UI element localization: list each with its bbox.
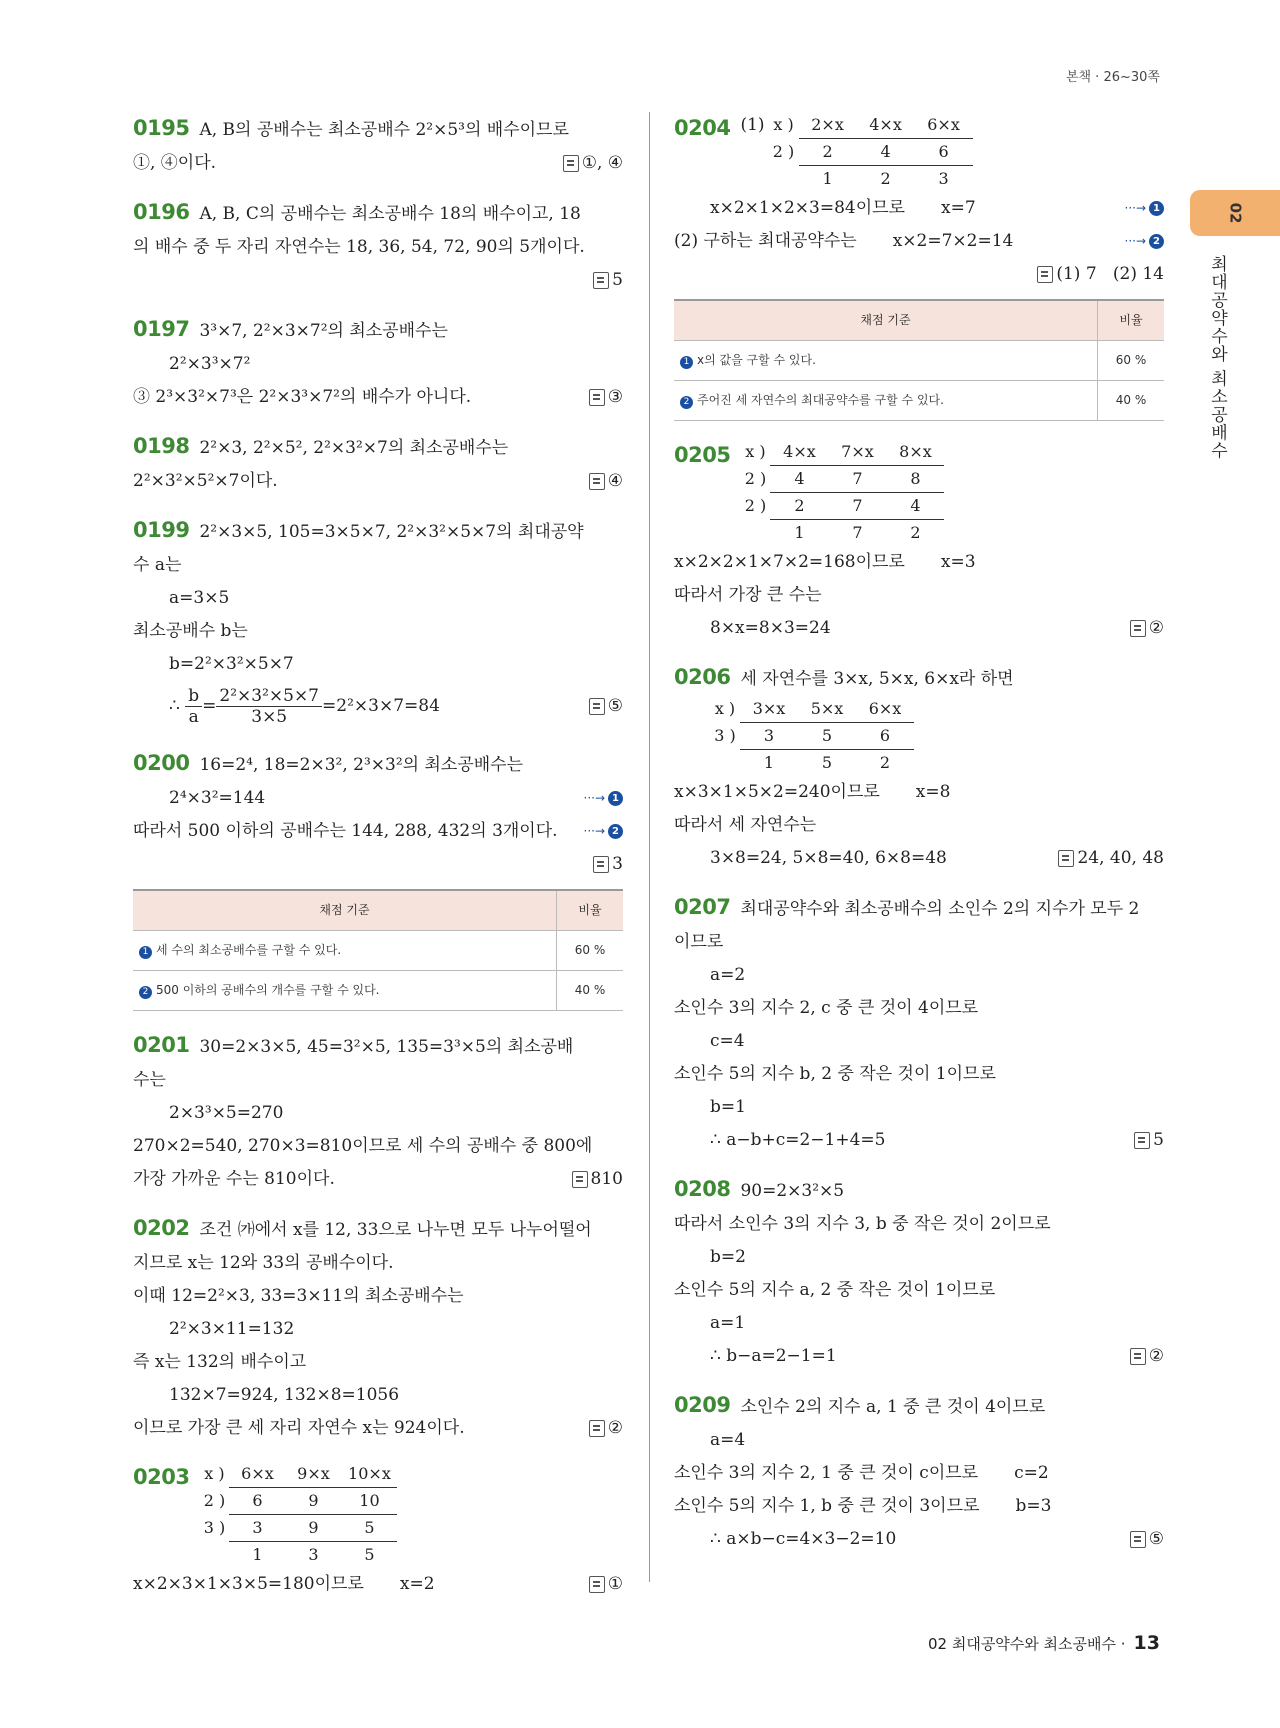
cell: 6×x: [915, 112, 973, 139]
left-column: [133, 112, 623, 1617]
criteria-text: 주어진 세 자연수의 최대공약수를 구할 수 있다.: [697, 393, 944, 407]
grading-criteria-table: [674, 299, 1164, 421]
answer: [589, 681, 623, 731]
ratio-header: 비율: [1098, 300, 1165, 341]
problem-0207: [674, 891, 1164, 1157]
problem-0200: [133, 747, 623, 1011]
criteria-text: 500 이하의 공배수의 개수를 구할 수 있다.: [156, 983, 380, 997]
divisor: x ): [204, 1464, 225, 1483]
cell: 6: [856, 723, 914, 750]
answer-value: ①: [607, 1574, 623, 1594]
problem-number: 0203: [133, 1465, 190, 1489]
answer-icon: [589, 1576, 605, 1593]
cell: 2: [799, 139, 857, 166]
problem-0203: [133, 1461, 623, 1601]
cell: 6×x: [856, 696, 914, 723]
text-line: 수 a는: [133, 555, 182, 575]
cell: 6×x: [229, 1461, 285, 1488]
divisor: 2 ): [772, 142, 795, 161]
text-line: 소인수 5의 지수 a, 2 중 작은 것이 1이므로: [674, 1280, 996, 1300]
text-line: 따라서 가장 큰 수는: [674, 585, 822, 605]
answer: [572, 1163, 623, 1196]
therefore-symbol: ∴: [169, 696, 180, 716]
problem-0208: [674, 1173, 1164, 1373]
text-line: b=3: [1015, 1496, 1052, 1516]
divisor: 3 ): [203, 1518, 226, 1537]
table-row: [133, 931, 623, 971]
text-line: x×2×1×2×3=84이므로: [710, 198, 905, 218]
text-line: 따라서 500 이하의 공배수는 144, 288, 432의 3개이다.: [133, 821, 558, 841]
text-line: ③ 2³×3²×7³은 2²×3³×7²의 배수가 아니다.: [133, 387, 472, 407]
answer-value: 5: [1153, 1130, 1164, 1150]
text-line: 조건 ㈎에서 x를 12, 33으로 나누면 모두 나누어떨어: [199, 1220, 592, 1240]
problem-number: 0208: [674, 1177, 731, 1201]
problem-number: 0201: [133, 1033, 190, 1057]
step-marker: ···→ 2: [584, 815, 624, 848]
text-line: ∴ a×b−c=4×3−2=10: [710, 1529, 897, 1549]
text-line: x×2×2×1×7×2=168이므로: [674, 552, 905, 572]
answer-icon: [1130, 620, 1146, 637]
cell: 3: [308, 1545, 319, 1564]
text-line: 최대공약수와 최소공배수의 소인수 2의 지수가 모두 2: [740, 899, 1140, 919]
text-line: x×3×1×5×2=240이므로: [674, 782, 880, 802]
problem-0202: [133, 1212, 623, 1445]
text-line: a=2: [710, 965, 746, 985]
answer-value: 24, 40, 48: [1077, 848, 1164, 868]
answer-value: (1) 7 (2) 14: [1056, 264, 1164, 284]
problem-number: 0197: [133, 317, 190, 341]
text-line: 2²×3×11=132: [169, 1319, 295, 1339]
denominator: 3×5: [251, 707, 288, 727]
text-line: x=7: [940, 198, 976, 218]
text-line: 수는: [133, 1070, 166, 1090]
step-number: 1: [608, 791, 623, 806]
answer-value: ④: [607, 471, 623, 491]
answer-icon: [1130, 1531, 1146, 1548]
text-line: x×2×3×1×3×5=180이므로: [133, 1574, 364, 1594]
problem-0196: [133, 196, 623, 297]
answer-icon: [589, 473, 605, 490]
cell: 5: [341, 1515, 397, 1542]
cell: 3: [740, 723, 798, 750]
divisor: 2 ): [744, 469, 767, 488]
footer-label: 02 최대공약수와 최소공배수 ·: [927, 1635, 1126, 1653]
cell: 6: [915, 139, 973, 166]
answer: [589, 465, 623, 498]
text-line: c=2: [1014, 1463, 1049, 1483]
divisor: x ): [714, 699, 736, 718]
page-header: 본책 · 26~30쪽: [1065, 70, 1160, 85]
answer: [1058, 842, 1164, 875]
text-line: a=4: [710, 1430, 746, 1450]
text-line: 132×7=924, 132×8=1056: [169, 1385, 400, 1405]
step-marker: ···→ 2: [1125, 225, 1165, 258]
ratio-value: 60 %: [557, 931, 624, 971]
divisor: [740, 520, 770, 546]
division-ladder: [710, 696, 1164, 776]
problem-number: 0204: [674, 116, 731, 140]
text-line: a=3×5: [169, 588, 230, 608]
answer-icon: [563, 155, 579, 172]
cell: 2: [770, 493, 828, 520]
part-label: (1): [740, 115, 765, 135]
problem-0198: [133, 430, 623, 498]
answer-value: ①, ④: [581, 153, 623, 173]
step-number: 1: [139, 946, 152, 959]
cell: 7: [852, 523, 863, 542]
text-line: 2²×3²×5²×7이다.: [133, 471, 278, 491]
text-line: x=3: [940, 552, 976, 572]
table-row: [133, 971, 623, 1011]
answer: [589, 381, 623, 414]
division-ladder: [740, 439, 944, 546]
problem-number: 0206: [674, 665, 731, 689]
fraction: [185, 686, 202, 727]
text-line: x=8: [915, 782, 951, 802]
text-line: 세 자연수를 3×x, 5×x, 6×x라 하면: [740, 669, 1014, 689]
cell: 2: [910, 523, 921, 542]
cell: 3: [938, 169, 949, 188]
divisor: x ): [745, 442, 766, 461]
problem-number: 0205: [674, 443, 731, 467]
step-marker: ···→ 1: [1125, 192, 1165, 225]
answer-value: ⑤: [1148, 1529, 1164, 1549]
answer-value: 3: [612, 854, 623, 874]
answer-icon: [1130, 1348, 1146, 1365]
text-line: 16=2⁴, 18=2×3², 2³×3²의 최소공배수는: [199, 755, 524, 775]
table-row: [674, 381, 1164, 421]
grading-criteria-table: [133, 889, 623, 1011]
page-number: 13: [1133, 1632, 1160, 1654]
text-line: 2⁴×3²=144: [169, 788, 266, 808]
problem-0209: [674, 1389, 1164, 1556]
criteria-text: x의 값을 구할 수 있다.: [697, 353, 816, 367]
answer: [1130, 1340, 1164, 1373]
text-line: 의 배수 중 두 자리 자연수는 18, 36, 54, 72, 90의 5개이다.: [133, 237, 585, 257]
answer-value: 810: [590, 1169, 623, 1189]
step-number: 2: [680, 396, 693, 409]
ratio-value: 40 %: [1098, 381, 1165, 421]
problem-0205: [674, 439, 1164, 645]
text-line: 30=2×3×5, 45=3²×5, 135=3³×5의 최소공배: [199, 1037, 574, 1057]
cell: 8×x: [886, 439, 944, 466]
step-number: 2: [608, 824, 623, 839]
cell: 1: [252, 1545, 263, 1564]
numerator: 2²×3²×5×7: [216, 686, 322, 707]
text-line: b=2²×3²×5×7: [169, 654, 294, 674]
answer: [1130, 612, 1164, 645]
column-divider: [649, 112, 650, 1582]
cell: 4: [886, 493, 944, 520]
text-line: A, B, C의 공배수는 최소공배수 18의 배수이고, 18: [199, 204, 581, 224]
answer-icon: [1058, 850, 1074, 867]
answer-value: ②: [607, 1418, 623, 1438]
cell: 6: [229, 1488, 285, 1515]
text-line: A, B의 공배수는 최소공배수 2²×5³의 배수이므로: [199, 120, 569, 140]
answer: [593, 848, 623, 881]
text-line: 소인수 5의 지수 1, b 중 큰 것이 3이므로: [674, 1496, 980, 1516]
text-line: 이므로: [674, 932, 724, 952]
cell: 9: [285, 1515, 341, 1542]
divisor: x ): [773, 115, 794, 134]
cell: 2×x: [799, 112, 857, 139]
answer: [589, 1412, 623, 1445]
criteria-header: 채점 기준: [133, 890, 557, 931]
answer: [593, 264, 623, 297]
divisor: 2 ): [203, 1491, 226, 1510]
cell: 9×x: [285, 1461, 341, 1488]
text-line: 2²×3, 2²×5², 2²×3²×7의 최소공배수는: [199, 438, 509, 458]
divisor: 3 ): [714, 726, 736, 745]
cell: 5: [364, 1545, 375, 1564]
answer-value: ③: [607, 387, 623, 407]
cell: 2: [880, 169, 891, 188]
text-line: 2²×3³×7²: [169, 354, 251, 374]
criteria-text: 세 수의 최소공배수를 구할 수 있다.: [156, 943, 342, 957]
cell: 9: [285, 1488, 341, 1515]
step-number: 1: [680, 356, 693, 369]
text-line: 지므로 x는 12와 33의 공배수이다.: [133, 1253, 394, 1273]
fraction: [216, 686, 322, 727]
answer-value: 5: [612, 270, 623, 290]
answer-value: ⑤: [607, 696, 623, 716]
text-line: 2×3³×5=270: [169, 1103, 284, 1123]
problem-number: 0198: [133, 434, 190, 458]
cell: 5: [821, 753, 833, 772]
cell: 4×x: [857, 112, 915, 139]
cell: 4: [857, 139, 915, 166]
answer-icon: [589, 1420, 605, 1437]
text-line: ∴ a−b+c=2−1+4=5: [710, 1130, 886, 1150]
step-marker: ···→ 1: [584, 782, 624, 815]
text-line: x×2=7×2=14: [892, 231, 1014, 251]
cell: 5: [798, 723, 856, 750]
problem-0197: [133, 313, 623, 414]
answer: [563, 147, 623, 180]
text-line: x=2: [399, 1574, 435, 1594]
problem-0199: 0199 2²×3×5, 105=3×5×7, 2²×3²×5×7의 최대공약 수 a는 a=3×5 최소공배수 b는 b=2²×3²×5×7 ∴ $\frac{b}{a}$ = $\frac{\text{2²×3²×5×7}}{3\times 5}$ =2²×3×7=84 ⑤: [133, 514, 623, 731]
problem-number: 0196: [133, 200, 190, 224]
answer-icon: [1037, 266, 1053, 283]
answer: [1134, 1124, 1164, 1157]
cell: 5×x: [798, 696, 856, 723]
text-line: 3³×7, 2²×3×7²의 최소공배수는: [199, 321, 448, 341]
text-line: (2) 구하는 최대공약수는: [674, 231, 857, 251]
text-line: =2²×3×7=84: [322, 696, 440, 716]
text-line: b=1: [710, 1097, 746, 1117]
text-line: 따라서 세 자연수는: [674, 815, 817, 835]
problem-number: 0207: [674, 895, 731, 919]
cell: 3×x: [740, 696, 798, 723]
page-footer: [928, 1632, 1160, 1654]
problem-0204: [674, 112, 1164, 421]
text-line: a=1: [710, 1313, 746, 1333]
answer-value: ②: [1148, 1346, 1164, 1366]
cell: 3: [229, 1515, 285, 1542]
cell: 7: [828, 466, 886, 493]
text-line: 3×8=24, 5×8=40, 6×8=48: [710, 848, 947, 868]
text-line: 이때 12=2²×3, 33=3×11의 최소공배수는: [133, 1286, 464, 1306]
problem-number: 0202: [133, 1216, 190, 1240]
step-number: 2: [139, 986, 152, 999]
answer-icon: [572, 1171, 588, 1188]
text-line: c=4: [710, 1031, 745, 1051]
numerator: b: [185, 686, 202, 707]
cell: 10×x: [341, 1461, 397, 1488]
cell: 7×x: [828, 439, 886, 466]
text-line: 소인수 3의 지수 2, 1 중 큰 것이 c이므로: [674, 1463, 979, 1483]
chapter-tab[interactable]: [1190, 190, 1280, 236]
problem-0201: [133, 1029, 623, 1196]
problem-0195: [133, 112, 623, 180]
answer: [1130, 1523, 1164, 1556]
problem-number: 0209: [674, 1393, 731, 1417]
problem-number: 0199: [133, 518, 190, 542]
text-line: 즉 x는 132의 배수이고: [133, 1352, 307, 1372]
criteria-header: 채점 기준: [674, 300, 1098, 341]
text-line: ①, ④이다.: [133, 153, 217, 173]
text-line: 소인수 3의 지수 2, c 중 큰 것이 4이므로: [674, 998, 979, 1018]
chapter-title: 최대공약수와 최소공배수: [1207, 255, 1227, 460]
text-line: 소인수 2의 지수 a, 1 중 큰 것이 4이므로: [740, 1397, 1046, 1417]
text-line: ∴ b−a=2−1=1: [710, 1346, 837, 1366]
ratio-header: 비율: [557, 890, 624, 931]
answer: [589, 1568, 623, 1601]
cell: 7: [828, 493, 886, 520]
right-column: [674, 112, 1164, 1572]
problem-0206: [674, 661, 1164, 875]
division-ladder: [769, 112, 973, 192]
step-number: 1: [1149, 201, 1164, 216]
text-line: 2²×3×5, 105=3×5×7, 2²×3²×5×7의 최대공약: [199, 522, 584, 542]
divisor: [710, 750, 740, 776]
problem-number: 0195: [133, 116, 190, 140]
text-line: b=2: [710, 1247, 746, 1267]
ratio-value: 60 %: [1098, 341, 1165, 381]
answer: [1037, 258, 1164, 291]
cell: 4×x: [770, 439, 828, 466]
text-line: 8×x=8×3=24: [710, 618, 831, 638]
answer-icon: [593, 272, 609, 289]
divisor: 2 ): [744, 496, 767, 515]
answer-icon: [1134, 1132, 1150, 1149]
problem-number: 0200: [133, 751, 190, 775]
step-number: 2: [1149, 234, 1164, 249]
answer-icon: [589, 389, 605, 406]
answer-icon: [593, 856, 609, 873]
text-line: 소인수 5의 지수 b, 2 중 작은 것이 1이므로: [674, 1064, 996, 1084]
divisor: [199, 1542, 229, 1568]
text-line: 최소공배수 b는: [133, 621, 248, 641]
cell: 2: [879, 753, 891, 772]
answer-value: ②: [1148, 618, 1164, 638]
chapter-number: 02: [1226, 202, 1244, 224]
table-row: [674, 341, 1164, 381]
cell: 10: [341, 1488, 397, 1515]
denominator: a: [188, 707, 199, 727]
answer-icon: [589, 698, 605, 715]
division-ladder: [199, 1461, 397, 1568]
cell: 1: [763, 753, 775, 772]
text-line: 가장 가까운 수는 810이다.: [133, 1169, 335, 1189]
text-line: 270×2=540, 270×3=810이므로 세 수의 공배수 중 800에: [133, 1136, 593, 1156]
cell: 1: [822, 169, 833, 188]
ratio-value: 40 %: [557, 971, 624, 1011]
cell: 8: [886, 466, 944, 493]
cell: 1: [794, 523, 805, 542]
text-line: 90=2×3²×5: [740, 1181, 845, 1201]
cell: 4: [770, 466, 828, 493]
text-line: 이므로 가장 큰 세 자리 자연수 x는 924이다.: [133, 1418, 465, 1438]
divisor: [769, 166, 799, 192]
text-line: 따라서 소인수 3의 지수 3, b 중 작은 것이 2이므로: [674, 1214, 1051, 1234]
